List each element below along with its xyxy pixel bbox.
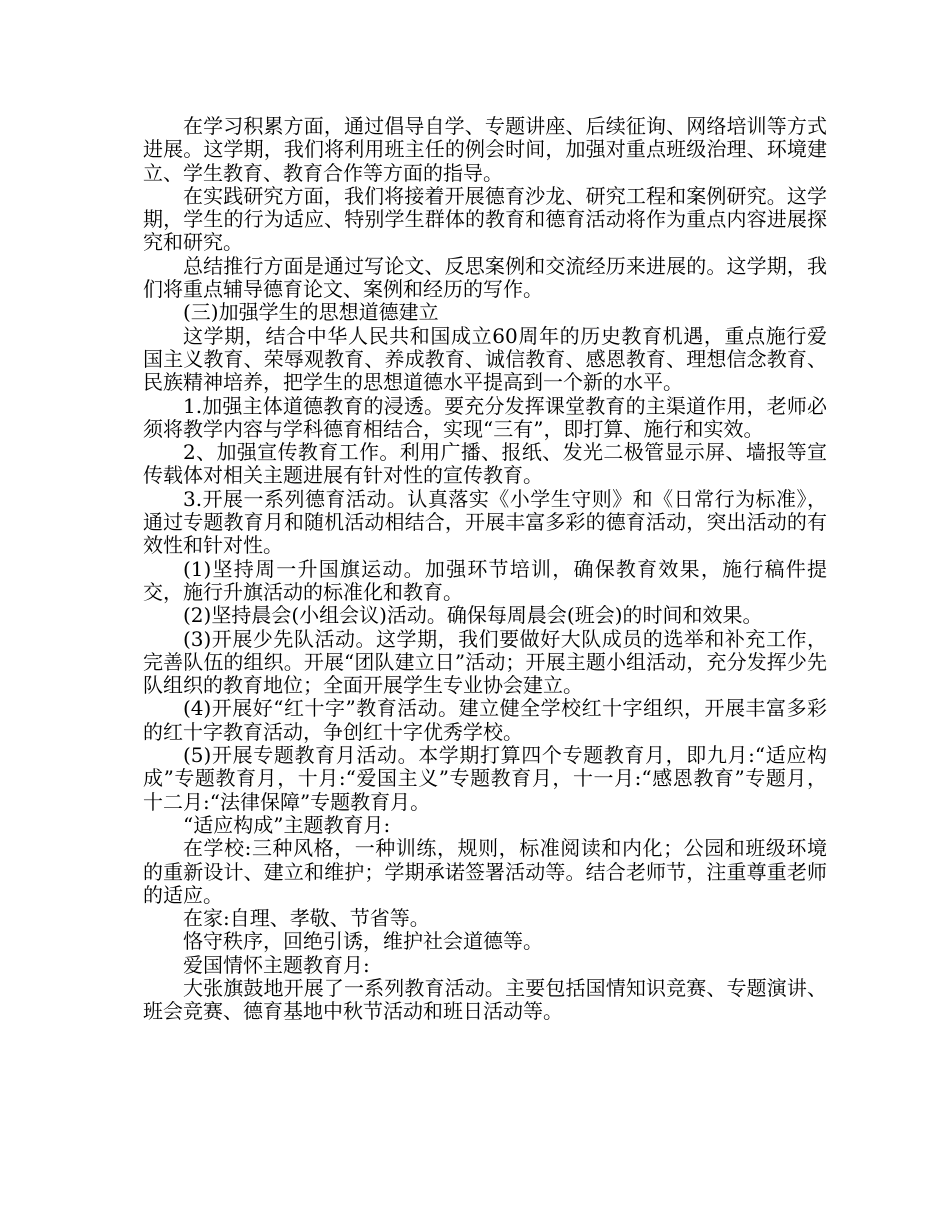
sub-item-3-young-pioneers: (3)开展少先队活动。这学期，我们要做好大队成员的选举和补充工作，完善队伍的组织。开展“团队建立日”活动；开展主题小组活动，充分发挥少先队组织的教育地位；全面开展学生专业协会建立。	[143, 626, 827, 698]
paragraph-patriotism-activities: 大张旗鼓地开展了一系列教育活动。主要包括国情知识竞赛、专题演讲、班会竞赛、德育基地中秋节活动和班日活动等。	[143, 975, 827, 1024]
sub-item-2-morning-meeting: (2)坚持晨会(小组会议)活动。确保每周晨会(班会)的时间和效果。	[183, 603, 763, 628]
sub-item-4-red-cross: (4)开展好“红十字”教育活动。建立健全学校红十字组织，开展丰富多彩的红十字教育活动，争创红十字优秀学校。	[143, 696, 827, 744]
section-heading-moral-construction: (三)加强学生的思想道德建立	[183, 300, 439, 325]
list-item-2-publicity: 2、加强宣传教育工作。利用广播、报纸、发光二极管显示屏、墙报等宣传载体对相关主题进展有针对性的宣传教育。	[143, 440, 827, 488]
paragraph-at-school: 在学校:三种风格，一种训练，规则，标准阅读和内化；公园和班级环境的重新设计、建立和维护；学期承诺签署活动等。结合老师节，注重尊重老师的适应。	[143, 836, 827, 907]
paragraph-social-morality: 恪守秩序，回绝引诱，维护社会道德等。	[183, 929, 543, 954]
list-item-3-activities: 3.开展一系列德育活动。认真落实《小学生守则》和《日常行为标准》，通过专题教育月和随机活动相结合，开展丰富多彩的德育活动，突出活动的有效性和针对性。	[143, 486, 827, 558]
heading-adaptation-month: “适应构成”主题教育月:	[183, 812, 391, 837]
sub-item-5-theme-months: (5)开展专题教育月活动。本学期打算四个专题教育月，即九月:“适应构成”专题教育月，十月:“爱国主义”专题教育月，十一月:“感恩教育”专题月，十二月:“法律保障”专题教育月。	[143, 743, 827, 814]
paragraph-at-home: 在家:自理、孝敬、节省等。	[183, 906, 430, 931]
paragraph-summary-promotion: 总结推行方面是通过写论文、反思案例和交流经历来进展的。这学期，我们将重点辅导德育论文、案例和经历的写作。	[143, 253, 827, 302]
sub-item-1-flag-raising: (1)坚持周一升国旗运动。加强环节培训，确保教育效果，施行稿件提交，施行升旗活动的标准化和教育。	[143, 556, 827, 604]
heading-patriotism-month: 爱国情怀主题教育月:	[183, 952, 370, 977]
paragraph-anniversary-education: 这学期，结合中华人民共和国成立60周年的历史教育机遇，重点施行爱国主义教育、荣辱观教育、养成教育、诚信教育、感恩教育、理想信念教育、民族精神培养，把学生的思想道德水平提高到一个新的水平。	[143, 323, 827, 395]
document-page	[143, 115, 827, 1024]
paragraph-practice-research: 在实践研究方面，我们将接着开展德育沙龙、研究工程和案例研究。这学期，学生的行为适应、特别学生群体的教育和德育活动将作为重点内容进展探究和研究。	[143, 183, 827, 255]
paragraph-study-accumulation: 在学习积累方面，通过倡导自学、专题讲座、后续征询、网络培训等方式进展。这学期，我们将利用班主任的例会时间，加强对重点班级治理、环境建立、学生教育、教育合作等方面的指导。	[143, 114, 827, 185]
list-item-1-moral-education: 1.加强主体道德教育的浸透。要充分发挥课堂教育的主渠道作用，老师必须将教学内容与学科德育相结合，实现“三有”，即打算、施行和实效。	[143, 393, 827, 441]
